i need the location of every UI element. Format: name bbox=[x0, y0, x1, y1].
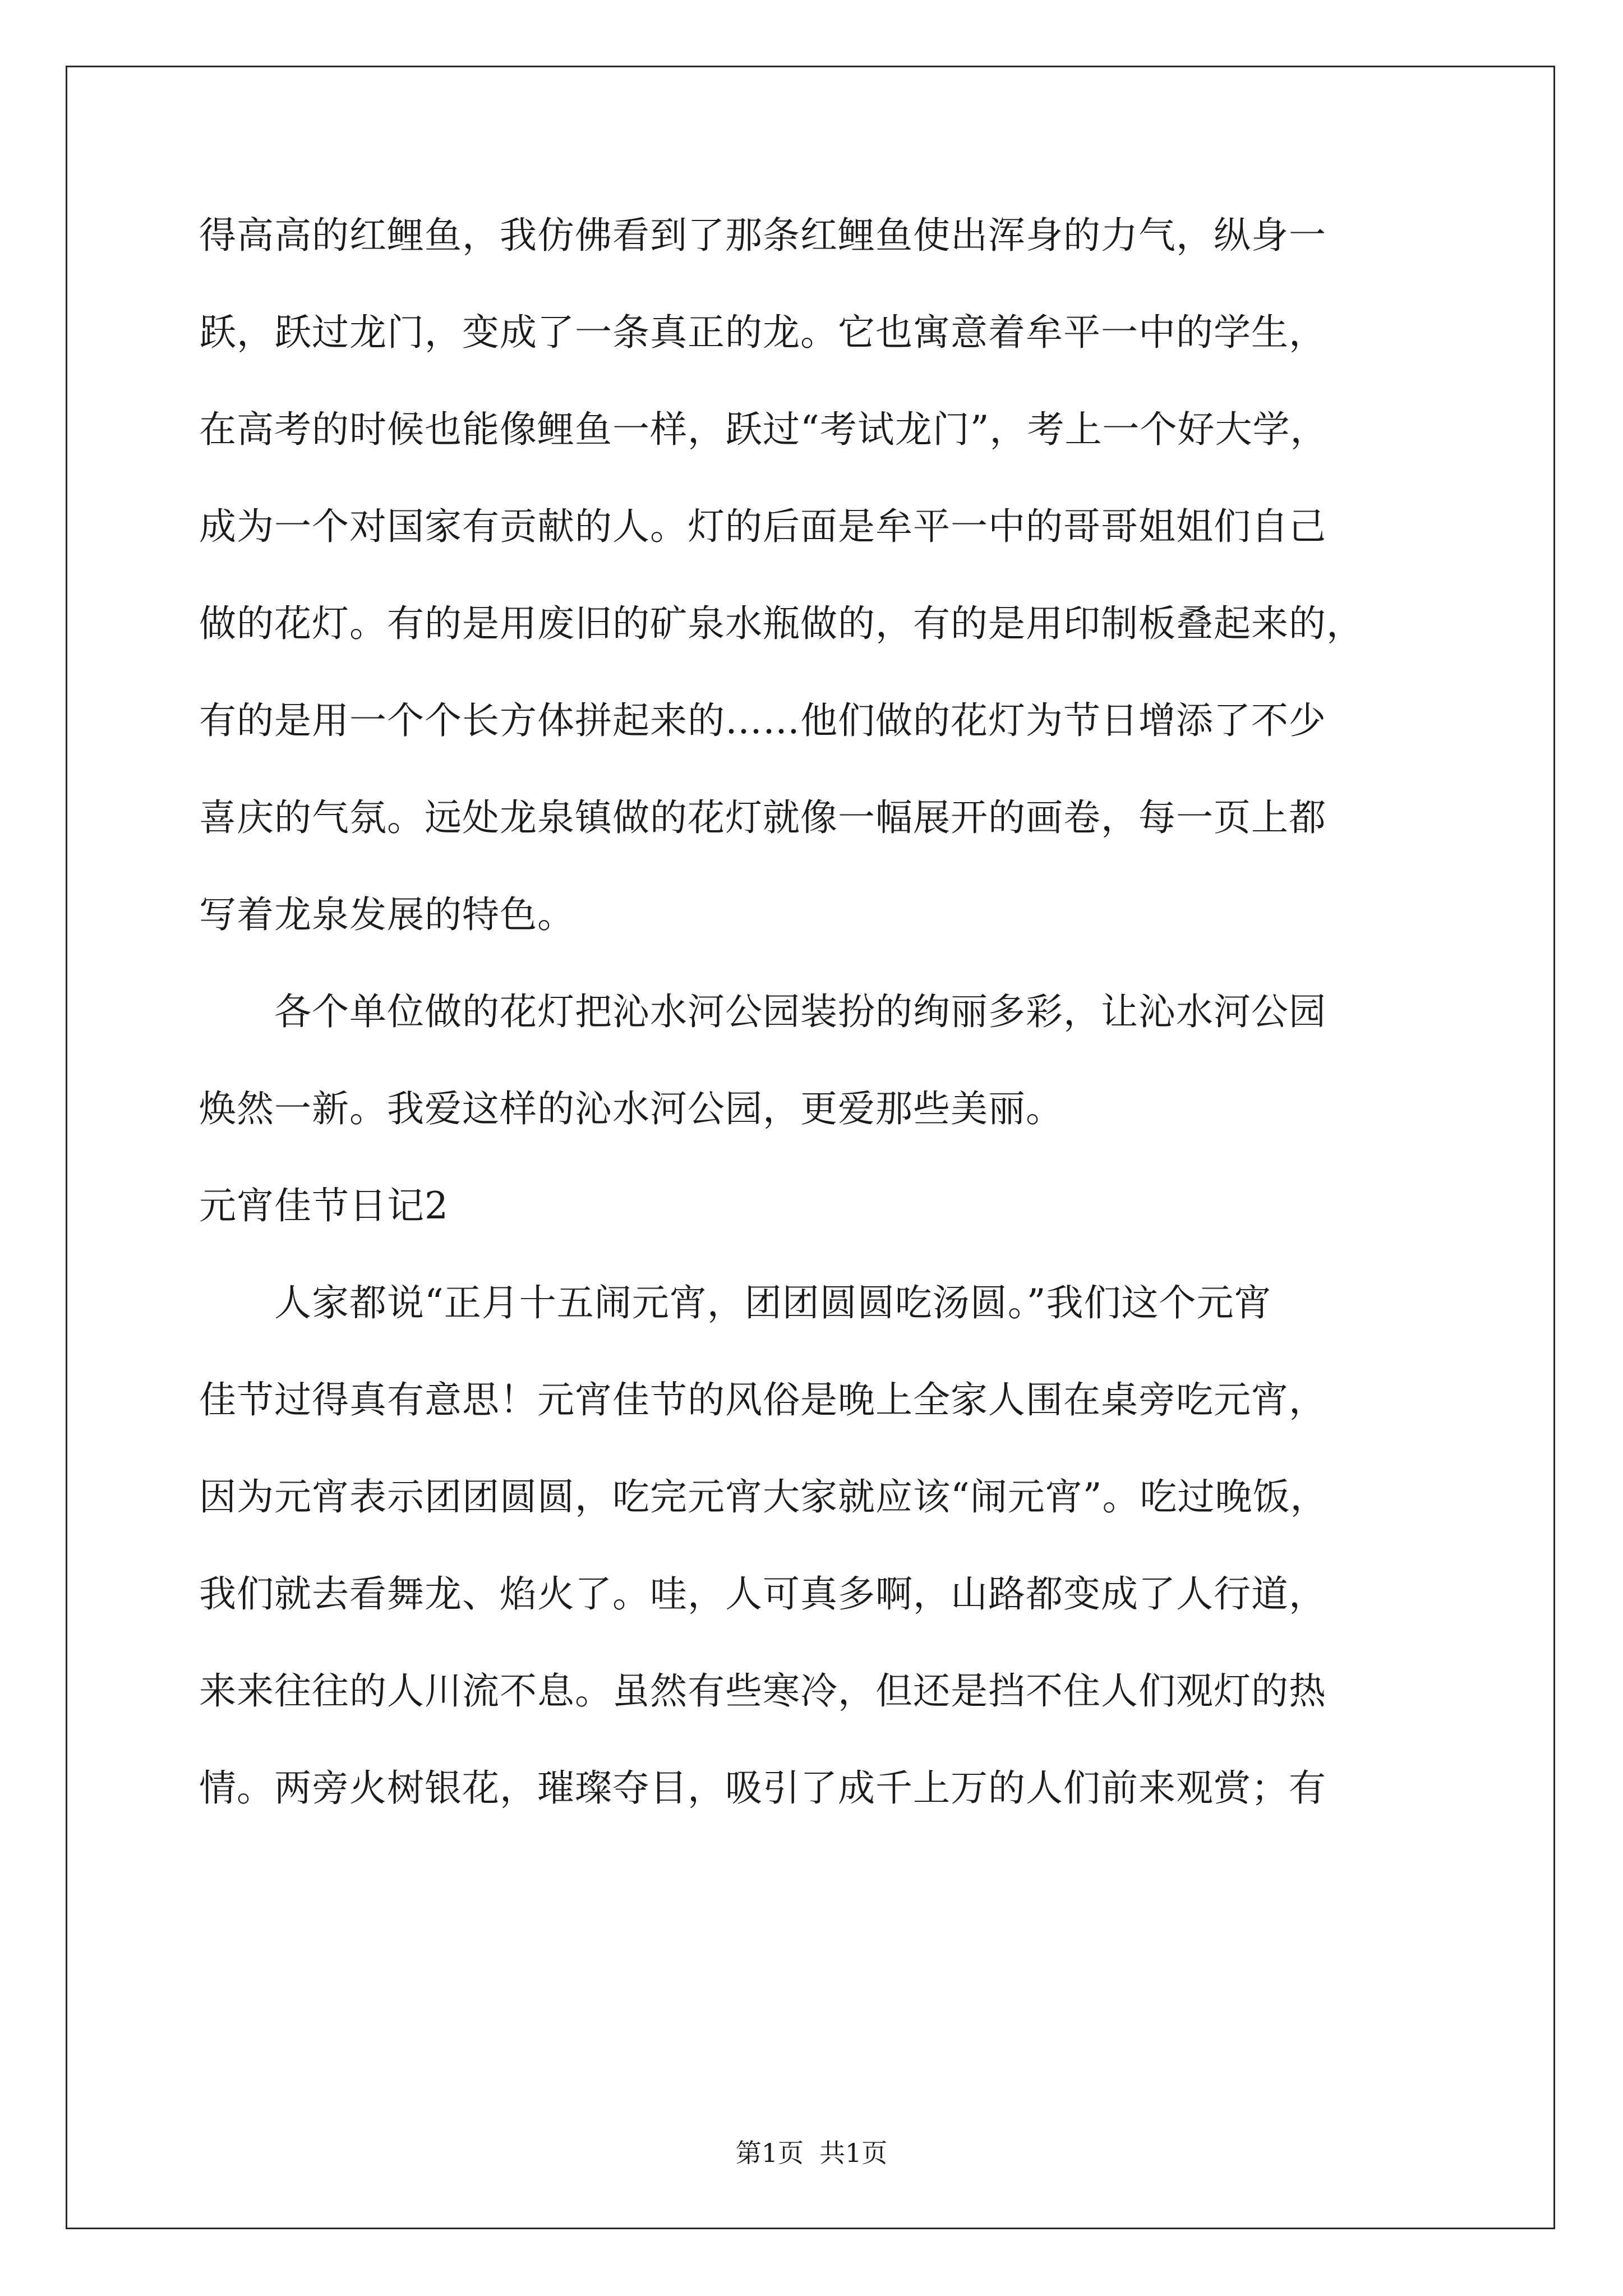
page-border bbox=[66, 66, 1555, 2229]
page-total: 共1页 bbox=[819, 2138, 888, 2168]
text-line: 焕然一新。我爱这样的沁水河公园，更爱那些美丽。 bbox=[199, 1087, 1063, 1130]
paragraph-start-line: 各个单位做的花灯把沁水河公园装扮的绚丽多彩，让沁水河公园 bbox=[199, 990, 1326, 1033]
text-line: 情。两旁火树银花，璀璨夺目，吸引了成千上万的人们前来观赏；有 bbox=[199, 1766, 1326, 1810]
text-line: 喜庆的气氛。远处龙泉镇做的花灯就像一幅展开的画卷，每一页上都 bbox=[199, 796, 1326, 839]
text-line: 做的花灯。有的是用废旧的矿泉水瓶做的，有的是用印制板叠起来的， bbox=[199, 602, 1364, 645]
section-heading: 元宵佳节日记2 bbox=[199, 1184, 449, 1227]
text-line: 佳节过得真有意思！元宵佳节的风俗是晚上全家人围在桌旁吃元宵， bbox=[199, 1378, 1326, 1421]
text-line: 来来往往的人川流不息。虽然有些寒冷，但还是挡不住人们观灯的热 bbox=[199, 1669, 1326, 1713]
page-number: 第1页 bbox=[735, 2138, 804, 2168]
text-line: 成为一个对国家有贡献的人。灯的后面是牟平一中的哥哥姐姐们自己 bbox=[199, 505, 1326, 548]
text-line: 我们就去看舞龙、焰火了。哇，人可真多啊，山路都变成了人行道， bbox=[199, 1572, 1326, 1616]
page-footer bbox=[0, 2136, 1623, 2170]
text-line: 有的是用一个个长方体拼起来的……他们做的花灯为节日增添了不少 bbox=[199, 699, 1326, 742]
text-line: 得高高的红鲤鱼，我仿佛看到了那条红鲤鱼使出浑身的力气，纵身一 bbox=[199, 214, 1326, 257]
text-line: 写着龙泉发展的特色。 bbox=[199, 893, 575, 936]
paragraph-start-line: 人家都说“正月十五闹元宵，团团圆圆吃汤圆。”我们这个元宵 bbox=[199, 1281, 1272, 1324]
text-line: 因为元宵表示团团圆圆，吃完元宵大家就应该“闹元宵”。吃过晚饭， bbox=[199, 1475, 1328, 1519]
text-line: 在高考的时候也能像鲤鱼一样，跃过“考试龙门”，考上一个好大学， bbox=[199, 408, 1328, 451]
text-line: 跃，跃过龙门，变成了一条真正的龙。它也寓意着牟平一中的学生， bbox=[199, 311, 1326, 354]
